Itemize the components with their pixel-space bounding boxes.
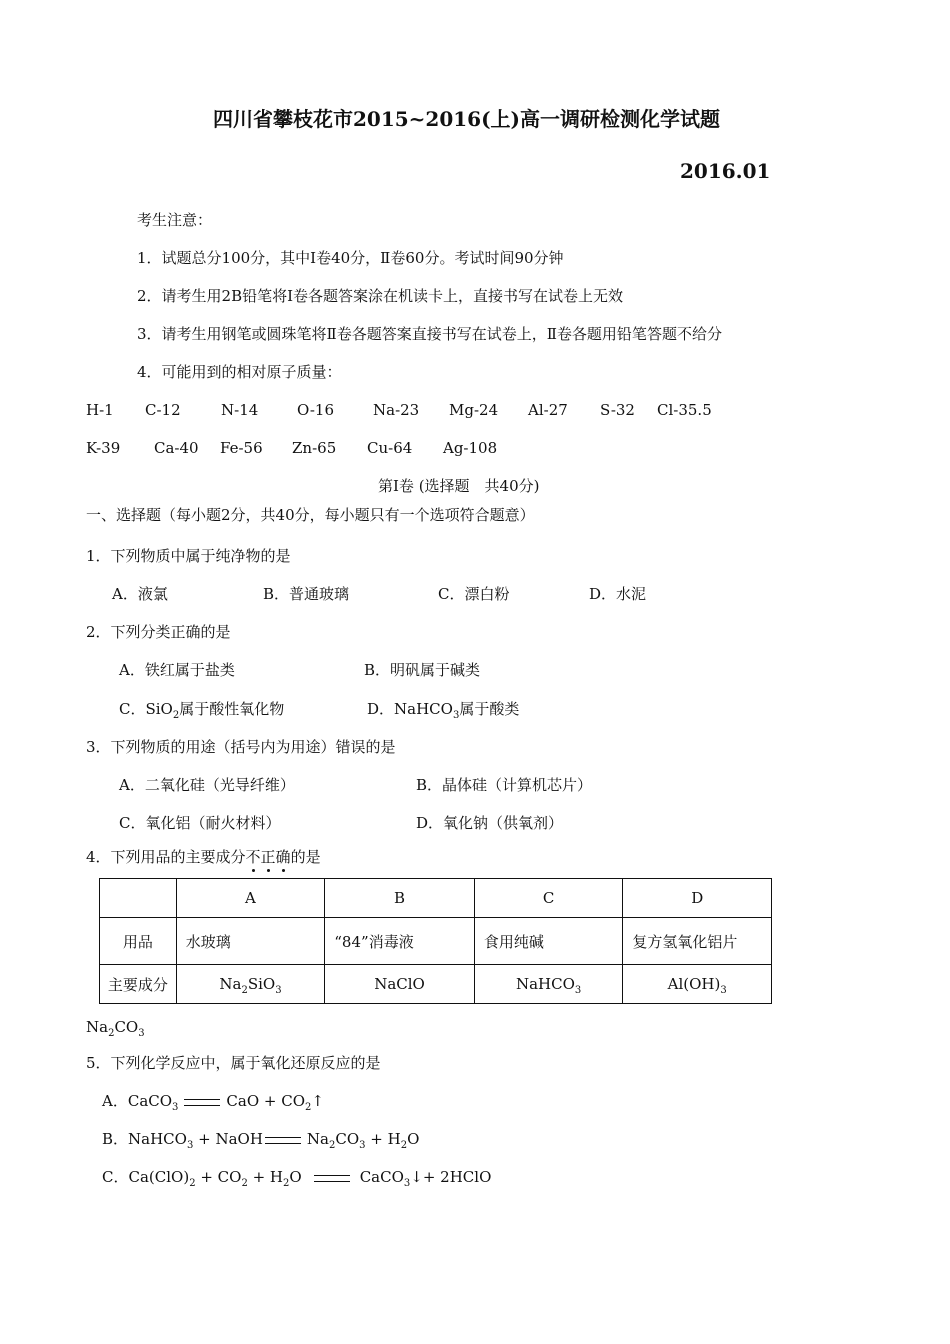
formula-sub: 3 <box>186 1140 194 1151</box>
option-label: B． <box>102 1130 129 1148</box>
q1-option-c: C．漂白粉 <box>438 585 510 603</box>
formula-part: Na <box>86 1018 109 1036</box>
formula-part: ↑ <box>311 1092 324 1110</box>
notice-item: 3．请考生用钢笔或圆珠笔将Ⅱ卷各题答案直接书写在试卷上，Ⅱ卷各题用铅笔答题不给分 <box>137 325 722 343</box>
formula-part: CO <box>114 1018 139 1036</box>
formula-part: + H <box>247 1168 284 1186</box>
table-cell <box>623 965 772 1004</box>
formula-part: O <box>407 1130 420 1148</box>
q3-option-a: A．二氧化硅（光导纤维） <box>119 776 295 794</box>
question-5-stem: 5．下列化学反应中，属于氧化还原反应的是 <box>86 1054 381 1072</box>
q4-stem-pre: 4．下列用品的主要成分 <box>86 848 246 866</box>
formula-part: + H <box>365 1130 401 1148</box>
q4-overflow-formula <box>86 1017 145 1037</box>
formula-part: NaHCO <box>515 975 575 993</box>
table-cell: 食用纯碱 <box>474 918 623 965</box>
q4-table <box>99 878 772 1004</box>
formula-sub: 2 <box>283 1178 290 1189</box>
atomic-mass: K-39 <box>86 439 121 457</box>
q2-d-suffix: 属于酸类 <box>459 700 520 718</box>
formula-sub: 3 <box>574 985 582 996</box>
atomic-mass: O-16 <box>297 401 335 419</box>
table-header-cell: D <box>623 879 772 918</box>
q2-option-c <box>119 699 284 719</box>
formula-part: Al(OH) <box>667 975 721 993</box>
emphasis-dot <box>267 869 270 872</box>
q2-option-d <box>367 699 519 719</box>
formula-part: ↓+ 2HClO <box>410 1168 492 1186</box>
formula-sub: 3 <box>138 1028 145 1039</box>
question-3-stem: 3．下列物质的用途（括号内为用途）错误的是 <box>86 738 396 756</box>
formula-sub: 3 <box>720 985 727 996</box>
formula-part: Na <box>219 975 242 993</box>
table-cell: 复方氢氧化铝片 <box>623 918 772 965</box>
page-title: 四川省攀枝花市2015~2016(上)高一调研检测化学试题 <box>213 107 721 131</box>
q5-option-b <box>102 1129 419 1149</box>
notice-item: 4．可能用到的相对原子质量： <box>137 363 342 381</box>
atomic-mass: Cl-35.5 <box>657 401 712 419</box>
formula-sub: 2 <box>328 1140 336 1151</box>
q1-option-b: B．普通玻璃 <box>263 585 350 603</box>
formula-part: + CO <box>195 1168 242 1186</box>
q5-option-a <box>102 1091 324 1111</box>
formula-sub: 2 <box>305 1102 312 1113</box>
q2-d-sub: 3 <box>452 710 460 721</box>
question-2-stem: 2．下列分类正确的是 <box>86 623 231 641</box>
atomic-mass: Fe-56 <box>220 439 263 457</box>
atomic-mass: H-1 <box>86 401 114 419</box>
q4-stem-emphasis <box>246 848 291 866</box>
exam-date: 2016.01 <box>680 159 771 183</box>
table-row <box>100 965 772 1004</box>
q3-option-d: D．氧化钠（供氧剂） <box>416 814 564 832</box>
table-header-row <box>100 879 772 918</box>
table-cell <box>474 965 623 1004</box>
question-4-stem <box>86 847 321 867</box>
section-intro: 一、选择题（每小题2分，共40分，每小题只有一个选项符合题意） <box>86 506 535 524</box>
formula-part: CaO + CO <box>226 1092 306 1110</box>
formula-sub: 2 <box>241 985 248 996</box>
formula-part: NaHCO <box>128 1130 187 1148</box>
atomic-mass: S-32 <box>600 401 635 419</box>
q2-c-suffix: 属于酸性氧化物 <box>179 700 285 718</box>
formula-part: CO <box>335 1130 360 1148</box>
formula-sub: 2 <box>241 1178 248 1189</box>
formula-sub: 3 <box>403 1178 411 1189</box>
formula-sub: 2 <box>108 1028 115 1039</box>
q3-option-c: C．氧化铝（耐火材料） <box>119 814 281 832</box>
formula-part: CaCO <box>359 1168 404 1186</box>
table-header-cell: C <box>474 879 623 918</box>
formula-sub: 2 <box>189 1178 196 1189</box>
q2-c-sub: 2 <box>172 710 180 721</box>
q2-option-a: A．铁红属于盐类 <box>119 661 235 679</box>
table-header-cell: B <box>325 879 475 918</box>
atomic-mass: Zn-65 <box>292 439 337 457</box>
atomic-mass: Cu-64 <box>367 439 413 457</box>
formula-part: CaCO <box>127 1092 173 1110</box>
atomic-mass: N-14 <box>221 401 259 419</box>
notice-heading: 考生注意： <box>137 211 213 229</box>
question-1-stem: 1．下列物质中属于纯净物的是 <box>86 547 291 565</box>
table-cell <box>176 965 325 1004</box>
q1-option-d: D．水泥 <box>589 585 647 603</box>
q2-option-b: B．明矾属于碱类 <box>364 661 481 679</box>
reaction-equals-sign <box>184 1099 220 1106</box>
q2-c-prefix: C．SiO <box>119 700 173 718</box>
atomic-mass: Na-23 <box>373 401 420 419</box>
atomic-mass: Ag-108 <box>443 439 498 457</box>
formula-part: Na <box>306 1130 329 1148</box>
formula-sub: 3 <box>172 1102 179 1113</box>
reaction-equals-sign <box>314 1175 350 1182</box>
formula-part: O <box>289 1168 302 1186</box>
table-row <box>100 918 772 965</box>
atomic-mass: Mg-24 <box>449 401 499 419</box>
q4-emphasis-text: 不正确 <box>245 848 291 866</box>
option-label: C． <box>102 1168 129 1186</box>
q4-stem-post: 的是 <box>290 848 321 866</box>
table-cell: 水玻璃 <box>176 918 325 965</box>
table-header-cell: A <box>176 879 325 918</box>
emphasis-dot <box>282 869 285 872</box>
atomic-mass: C-12 <box>145 401 181 419</box>
emphasis-dot <box>252 869 255 872</box>
atomic-mass: Ca-40 <box>154 439 199 457</box>
section-title: 第Ⅰ卷 (选择题 共40分) <box>378 477 540 495</box>
formula-part: Ca(ClO) <box>128 1168 190 1186</box>
row-label: 用品 <box>100 918 177 965</box>
formula-part: SiO <box>247 975 276 993</box>
notice-item: 2．请考生用2B铅笔将Ⅰ卷各题答案涂在机读卡上，直接书写在试卷上无效 <box>137 287 624 305</box>
notice-item: 1．试题总分100分，其中Ⅰ卷40分，Ⅱ卷60分。考试时间90分钟 <box>137 249 564 267</box>
formula-part: + NaOH <box>193 1130 263 1148</box>
formula-sub: 3 <box>275 985 282 996</box>
q2-d-prefix: D．NaHCO <box>367 700 453 718</box>
q5-option-c <box>102 1167 491 1187</box>
table-cell: NaClO <box>325 965 475 1004</box>
option-label: A． <box>102 1092 128 1110</box>
atomic-mass: Al-27 <box>528 401 568 419</box>
formula-sub: 2 <box>400 1140 408 1151</box>
reaction-equals-sign <box>265 1137 301 1144</box>
formula-sub: 3 <box>359 1140 366 1151</box>
q1-option-a: A．液氯 <box>112 585 168 603</box>
q3-option-b: B．晶体硅（计算机芯片） <box>416 776 593 794</box>
table-cell: “84”消毒液 <box>325 918 475 965</box>
table-header-cell <box>100 879 177 918</box>
row-label: 主要成分 <box>100 965 177 1004</box>
